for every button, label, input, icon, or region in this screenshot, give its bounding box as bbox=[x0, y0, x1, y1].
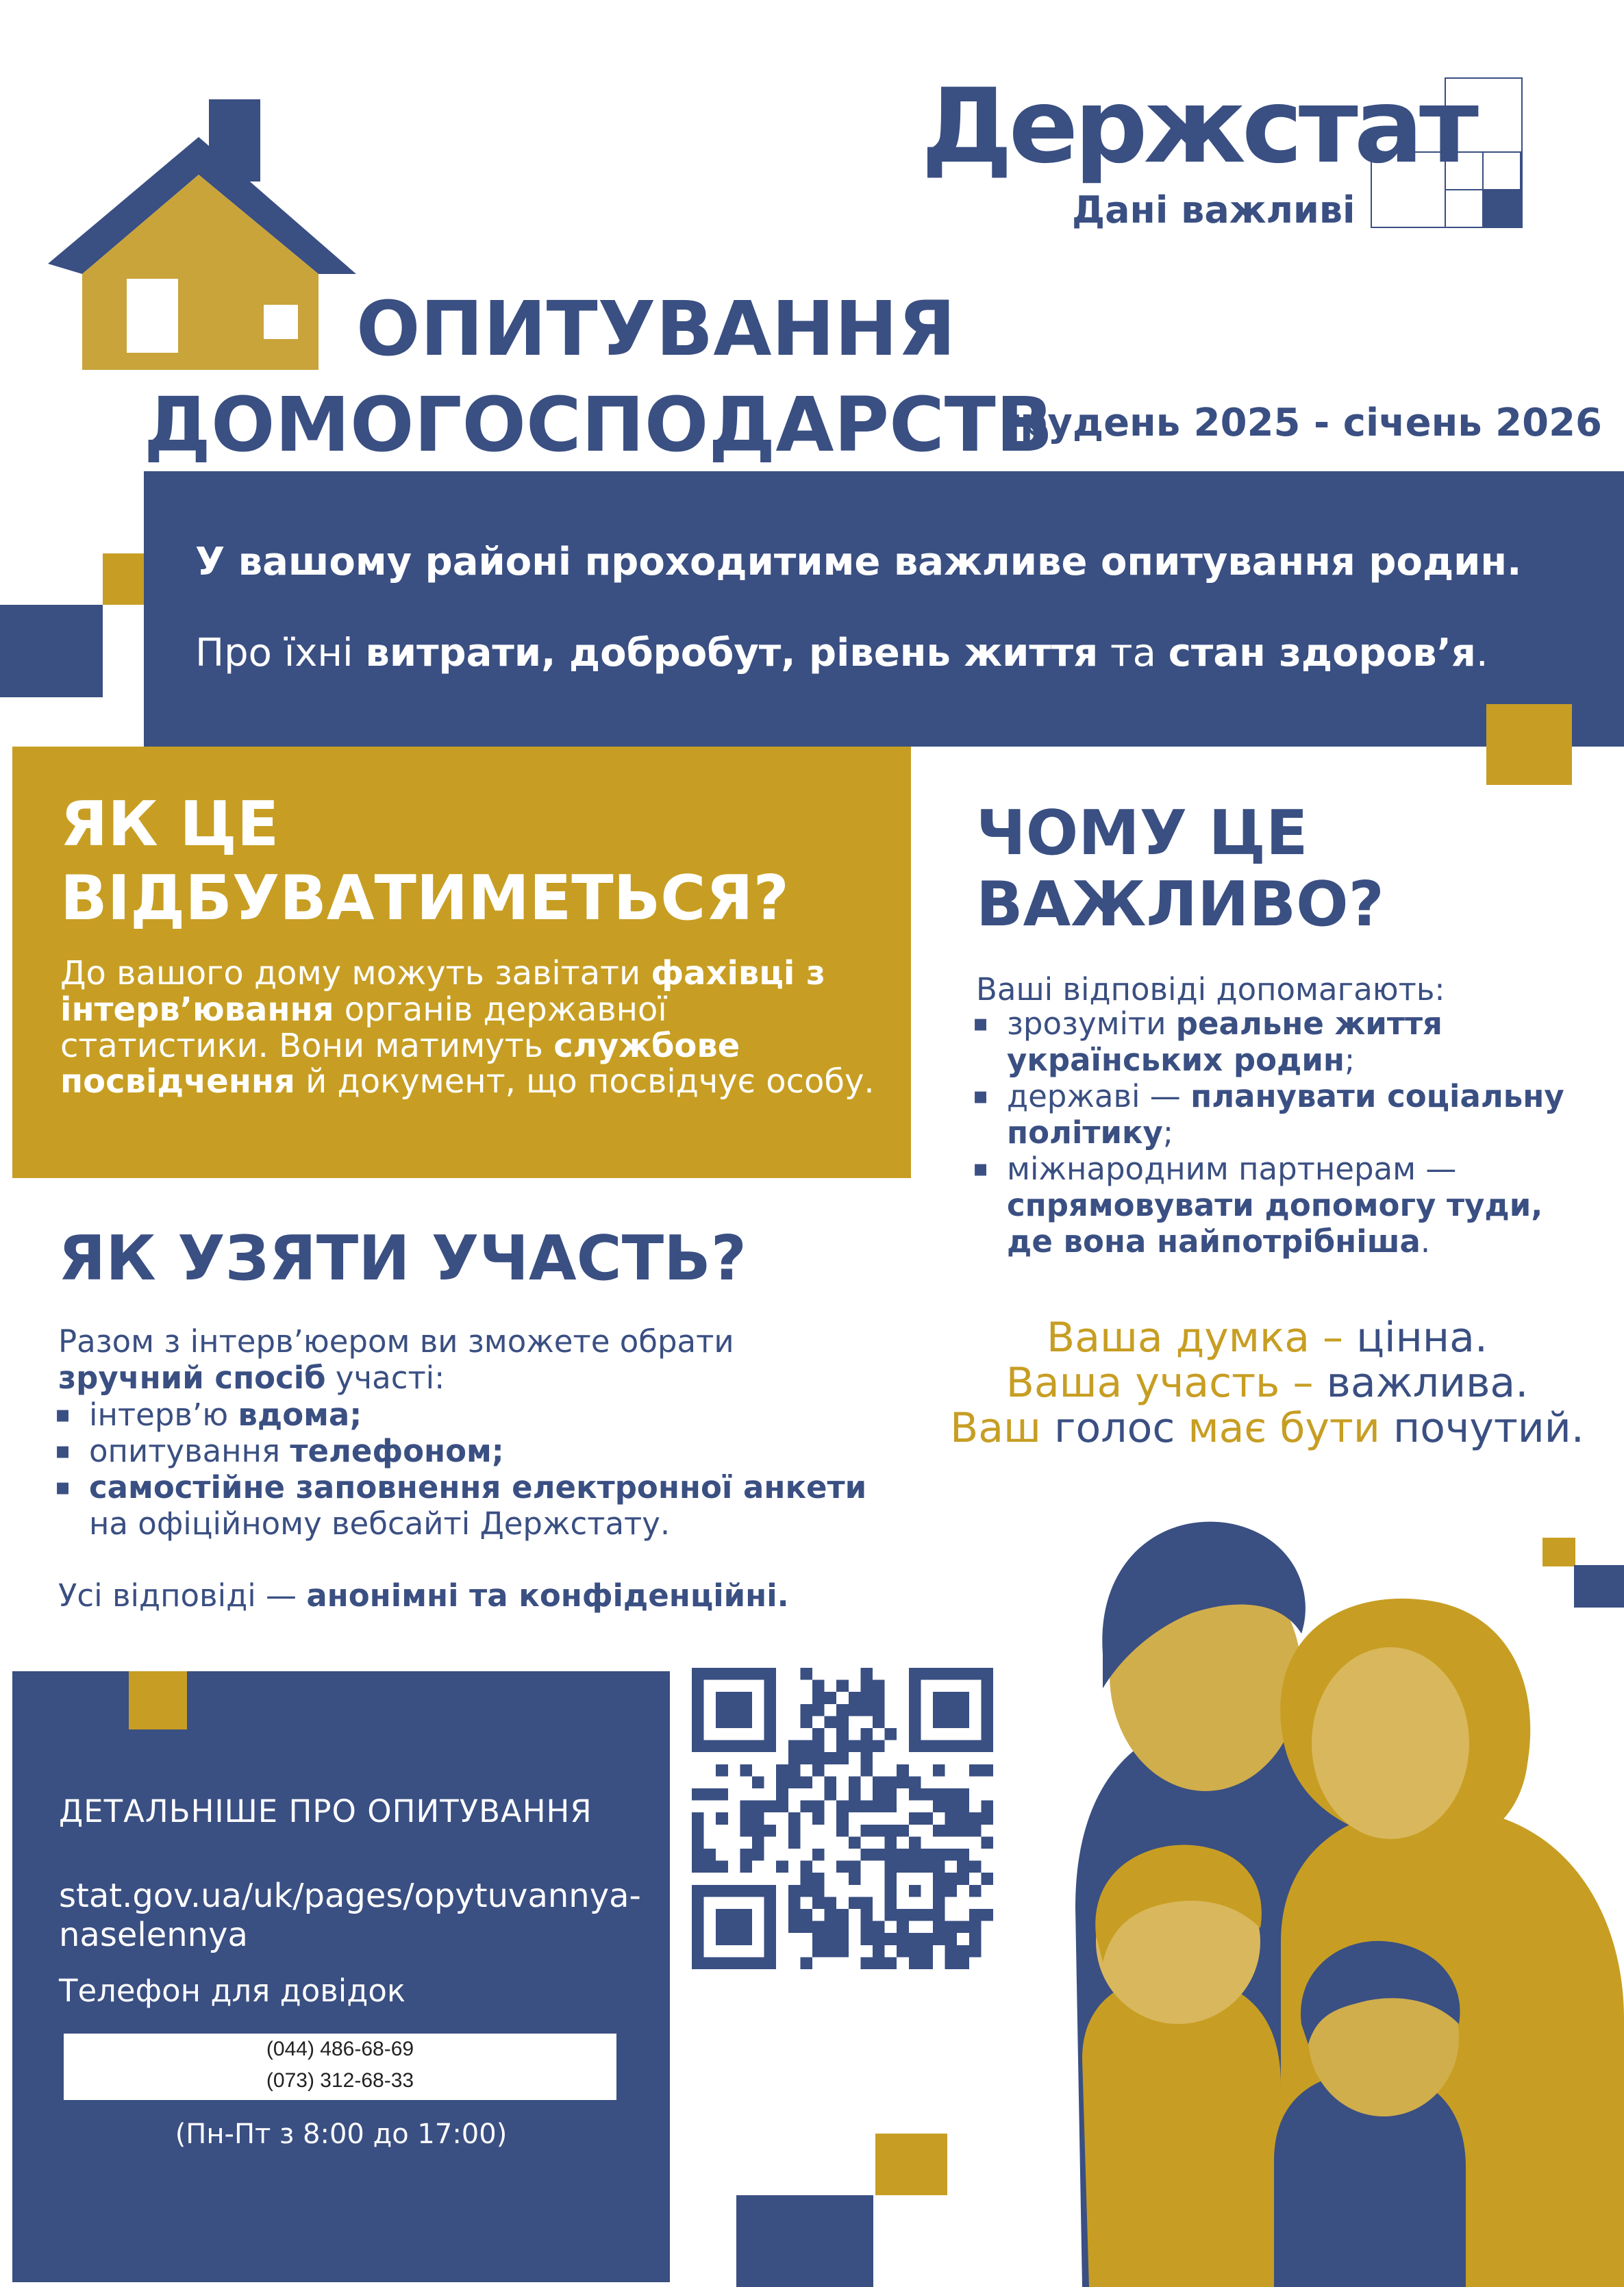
participate-list bbox=[55, 1397, 911, 1542]
qr-code[interactable] bbox=[692, 1668, 993, 1969]
decor-square bbox=[875, 2134, 947, 2195]
intro-banner bbox=[144, 471, 1624, 747]
how-heading: ЯК ЦЕ ВІДБУВАТИМЕТЬСЯ? bbox=[60, 788, 789, 934]
contact-heading: ДЕТАЛЬНІШЕ ПРО ОПИТУВАННЯ bbox=[59, 1793, 592, 1829]
why-section bbox=[976, 798, 1592, 940]
how-text: До вашого дому можуть завітати фахівці з інтерв’ювання органів державної статистики. Вони матимуть службове посвідчення й документ, що посвідчує особу. bbox=[60, 954, 875, 1101]
how-section bbox=[12, 747, 911, 1178]
list-item: ▪ зрозуміти реальне життя українських родин; bbox=[973, 1005, 1589, 1078]
brand-squares-logo bbox=[1370, 77, 1524, 231]
brand-logo-text: Держстат bbox=[921, 67, 1475, 186]
list-item: ▪ державі — планувати соціальну політику; bbox=[973, 1078, 1589, 1151]
phone-number-2[interactable]: (073) 312-68-33 bbox=[266, 2069, 414, 2092]
phone-label: Телефон для довідок bbox=[59, 1973, 406, 2009]
brand-tagline: Дані важливі bbox=[1072, 188, 1356, 232]
banner-line-1: У вашому районі проходитиме важливе опитування родин. bbox=[195, 540, 1522, 584]
list-item: ▪ опитування телефоном; bbox=[55, 1433, 911, 1469]
decor-square bbox=[1486, 704, 1572, 785]
why-list bbox=[973, 1005, 1589, 1260]
family-illustration bbox=[986, 1497, 1624, 2287]
title-line-2: ДОМОГОСПОДАРСТВ bbox=[144, 381, 1053, 468]
decor-square bbox=[0, 605, 103, 697]
house-icon bbox=[41, 99, 363, 373]
list-item: ▪ міжнародним партнерам — спрямовувати допомогу туди, де вона найпотрібніша. bbox=[973, 1151, 1589, 1260]
why-heading: ЧОМУ ЦЕ ВАЖЛИВО? bbox=[976, 797, 1384, 940]
contact-box bbox=[12, 1671, 670, 2282]
banner-line-2: Про їхні витрати, добробут, рівень життя та стан здоров’я. bbox=[195, 631, 1488, 675]
why-intro: Ваші відповіді допомагають: bbox=[976, 971, 1445, 1008]
anonymity-note: Усі відповіді — анонімні та конфіденційні. bbox=[58, 1577, 789, 1614]
decor-square bbox=[736, 2195, 873, 2287]
decor-square bbox=[129, 1671, 187, 1729]
survey-dates: грудень 2025 - січень 2026 bbox=[1000, 401, 1603, 445]
participate-heading: ЯК УЗЯТИ УЧАСТЬ? bbox=[58, 1223, 747, 1295]
title-line-1: ОПИТУВАННЯ bbox=[356, 285, 956, 373]
participate-intro: Разом з інтерв’юером ви зможете обрати зручний спосіб участі: bbox=[58, 1323, 734, 1396]
survey-link[interactable]: stat.gov.ua/uk/pages/opytuvannya-naselennya bbox=[59, 1877, 641, 1954]
opinion-slogan: Ваша думка – цінна. Ваша участь – важлива. Ваш голос має бути почутий. bbox=[950, 1314, 1584, 1452]
office-hours: (Пн-Пт з 8:00 до 17:00) bbox=[175, 2119, 508, 2150]
phone-box bbox=[64, 2034, 616, 2100]
list-item: ▪ самостійне заповнення електронної анкети на офіційному вебсайті Держстату. bbox=[55, 1469, 911, 1542]
phone-number-1[interactable]: (044) 486-68-69 bbox=[266, 2038, 414, 2060]
list-item: ▪ інтерв’ю вдома; bbox=[55, 1397, 911, 1433]
